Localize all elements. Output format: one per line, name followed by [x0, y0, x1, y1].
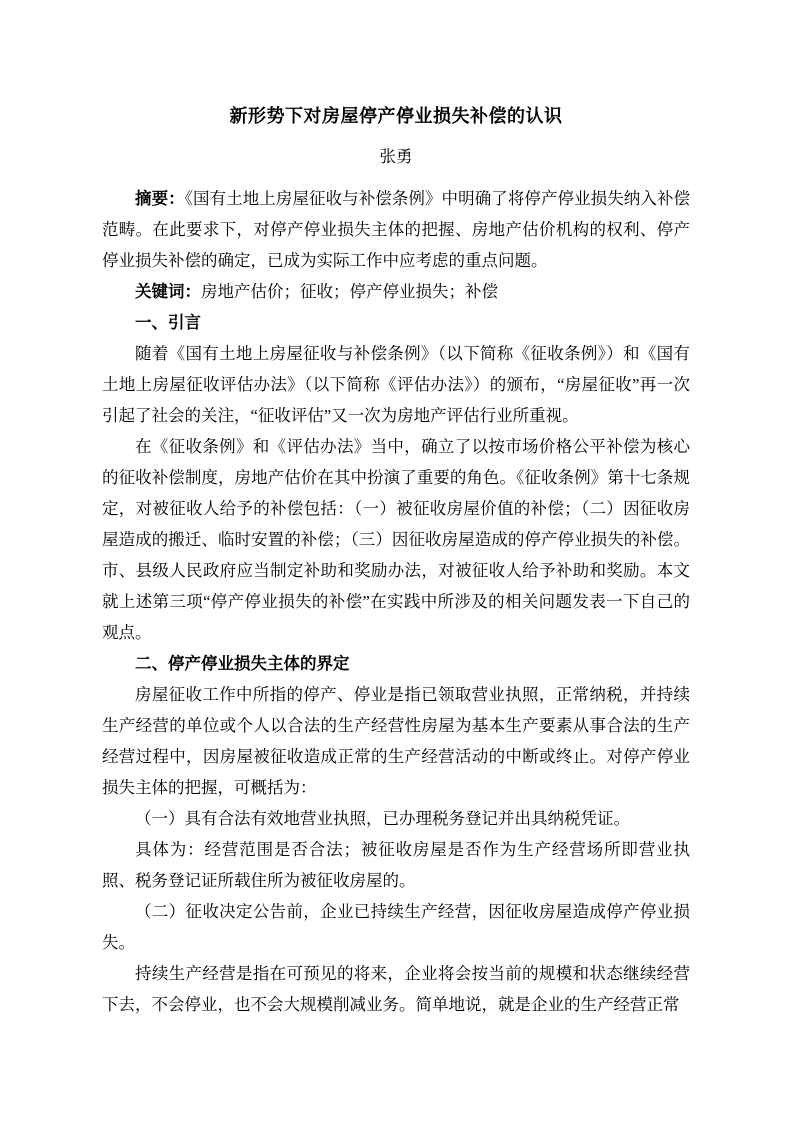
author-name: 张勇	[379, 147, 413, 166]
body-paragraph-item-2: （二）征收决定公告前，企业已持续生产经营，因征收房屋造成停产停业损失。	[102, 902, 690, 952]
abstract-paragraph	[102, 183, 690, 276]
section-heading-loss-subject: 二、停产停业损失主体的界定	[135, 654, 350, 673]
body-paragraph-definition: 房屋征收工作中所指的停产、停业是指已领取营业执照，正常纳税，并持续生产经营的单位或个人以合法的生产经营性房屋为基本生产要素从事合法的生产经营过程中，因房屋被征收造成正常的生产经营活动的中断或终止。对停产停业损失主体的把握，可概括为：	[102, 685, 690, 797]
document-content	[102, 103, 690, 1020]
paper-title: 新形势下对房屋停产停业损失补偿的认识	[229, 106, 563, 126]
keywords-label: 关键词：	[135, 282, 201, 301]
intro-paragraph-2: 在《征收条例》和《评估办法》当中，确立了以按市场价格公平补偿为核心的征收补偿制度，房地产估价在其中扮演了重要的角色。《征收条例》第十七条规定，对被征收人给予的补偿包括：（一）被征收房屋价值的补偿；（二）因征收房屋造成的搬迁、临时安置的补偿；（三）因征收房屋造成的停产停业损失的补偿。市、县级人民政府应当制定补助和奖励办法，对被征收人给予补助和奖励。本文就上述第三项“停产停业损失的补偿”在实践中所涉及的相关问题发表一下自己的观点。	[102, 437, 690, 642]
keywords-text: 房地产估价；征收；停产停业损失；补偿	[201, 282, 498, 301]
abstract-text: 《国有土地上房屋征收与补偿条例》中明确了将停产停业损失纳入补偿范畴。在此要求下，对停产停业损失主体的把握、房地产估价机构的权利、停产停业损失补偿的确定，已成为实际工作中应考虑的重点问题。	[102, 189, 691, 270]
intro-paragraph-1: 随着《国有土地上房屋征收与补偿条例》（以下简称《征收条例》）和《国有土地上房屋征收评估办法》（以下简称《评估办法》）的颁布，“房屋征收”再一次引起了社会的关注，“征收评估”又一次为房地产评估行业所重视。	[102, 344, 690, 425]
body-paragraph-item-1-detail: 具体为：经营范围是否合法；被征收房屋是否作为生产经营场所即营业执照、税务登记证所载住所为被征收房屋的。	[102, 840, 690, 890]
body-paragraph-item-2-detail: 持续生产经营是指在可预见的将来，企业将会按当前的规模和状态继续经营下去，不会停业，也不会大规模削减业务。简单地说，就是企业的生产经营正常	[102, 964, 690, 1014]
keywords-paragraph	[102, 276, 690, 307]
abstract-label: 摘要：	[135, 189, 185, 208]
section-heading-introduction: 一、引言	[135, 313, 201, 332]
body-paragraph-item-1: （一）具有合法有效地营业执照，已办理税务登记并出具纳税凭证。	[135, 809, 630, 828]
